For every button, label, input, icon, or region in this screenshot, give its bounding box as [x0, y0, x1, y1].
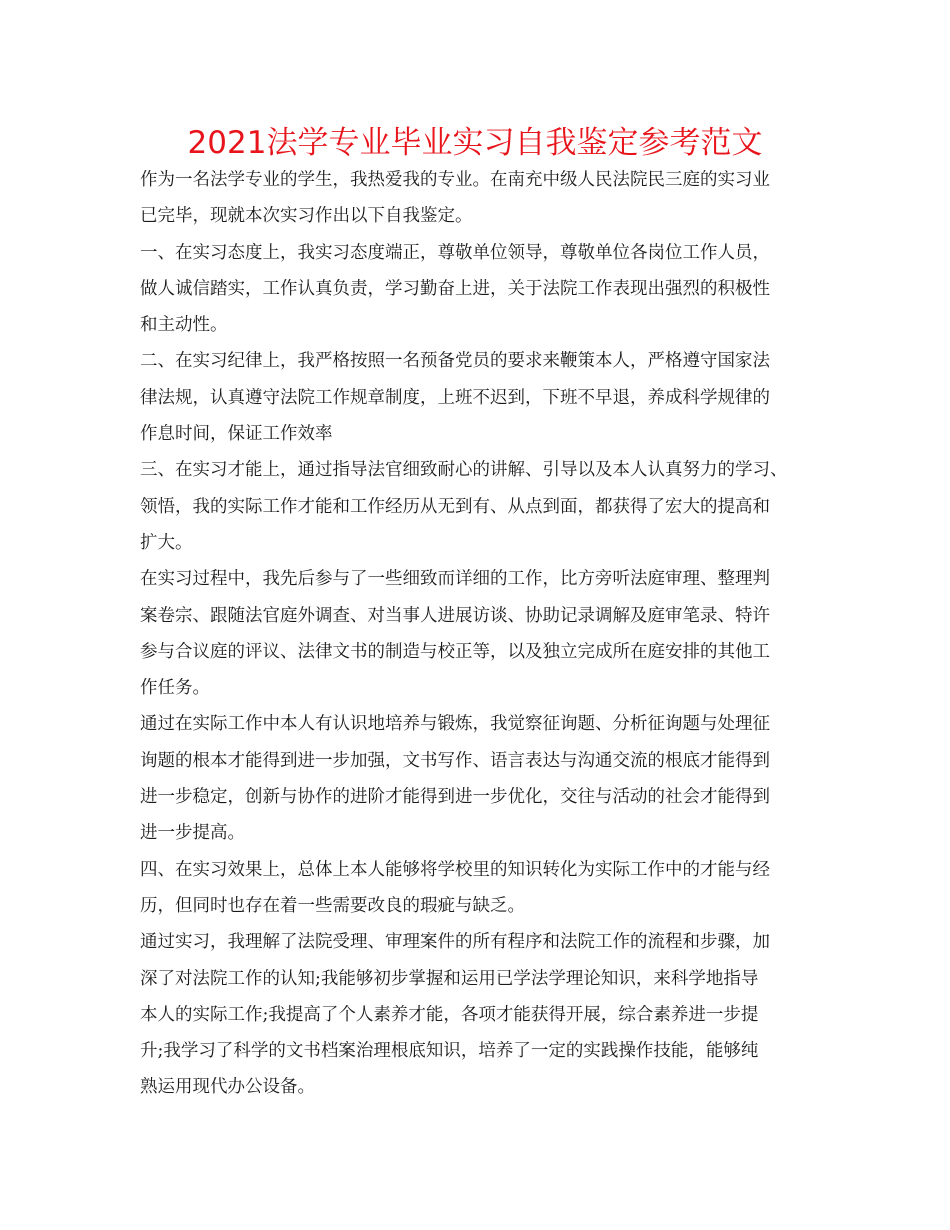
text-line: 熟运用现代办公设备。	[140, 1077, 315, 1098]
text-line: 已完毕，现就本次实习作出以下自我鉴定。	[140, 206, 473, 227]
text-line: 升;我学习了科学的文书档案治理根底知识，培养了一定的实践操作技能，能够纯	[140, 1041, 759, 1062]
text-line: 作为一名法学专业的学生，我热爱我的专业。在南充中级人民法院民三庭的实习业	[140, 170, 770, 190]
text-line: 在实习过程中，我先后参与了一些细致而详细的工作，比方旁听法庭审理、整理判	[140, 569, 770, 590]
text-line: 历，但同时也存在着一些需要改良的瑕疵与缺乏。	[140, 895, 525, 916]
text-line: 扩大。	[140, 532, 193, 553]
text-line: 通过在实际工作中本人有认识地培养与锻炼，我觉察征询题、分析征询题与处理征	[140, 714, 770, 735]
text-line: 作息时间，保证工作效率	[140, 424, 333, 445]
text-line: 和主动性。	[140, 315, 228, 336]
text-line: 案卷宗、跟随法官庭外调查、对当事人进展访谈、协助记录调解及庭审笔录、特许	[140, 605, 770, 626]
document-body	[140, 162, 820, 1106]
text-line: 一、在实习态度上，我实习态度端正，尊敬单位领导，尊敬单位各岗位工作人员，	[140, 242, 770, 263]
text-line: 做人诚信踏实，工作认真负责，学习勤奋上进，关于法院工作表现出强烈的积极性	[140, 278, 770, 299]
text-line: 律法规，认真遵守法院工作规章制度，上班不迟到，下班不早退，养成科学规律的	[140, 387, 770, 408]
text-line: 深了对法院工作的认知;我能够初步掌握和运用已学法学理论知识，来科学地指导	[140, 968, 759, 989]
text-line: 本人的实际工作;我提高了个人素养才能，各项才能获得开展，综合素养进一步提	[140, 1004, 759, 1025]
text-line: 三、在实习才能上，通过指导法官细致耐心的讲解、引导以及本人认真努力的学习、	[140, 460, 788, 481]
text-line: 进一步稳定，创新与协作的进阶才能得到进一步优化，交往与活动的社会才能得到	[140, 787, 770, 808]
document-title: 2021法学专业毕业实习自我鉴定参考范文	[187, 125, 763, 161]
text-line: 参与合议庭的评议、法律文书的制造与校正等，以及独立完成所在庭安排的其他工	[140, 641, 770, 662]
text-line: 二、在实习纪律上，我严格按照一名预备党员的要求来鞭策本人，严格遵守国家法	[140, 351, 770, 372]
text-line: 四、在实习效果上，总体上本人能够将学校里的知识转化为实际工作中的才能与经	[140, 859, 770, 880]
text-line: 进一步提高。	[140, 823, 245, 844]
text-line: 询题的根本才能得到进一步加强，文书写作、语言表达与沟通交流的根底才能得到	[140, 750, 770, 771]
text-line: 通过实习，我理解了法院受理、审理案件的所有程序和法院工作的流程和步骤，加	[140, 932, 770, 953]
text-line: 作任务。	[140, 678, 210, 699]
text-line: 领悟，我的实际工作才能和工作经历从无到有、从点到面，都获得了宏大的提高和	[140, 496, 770, 517]
